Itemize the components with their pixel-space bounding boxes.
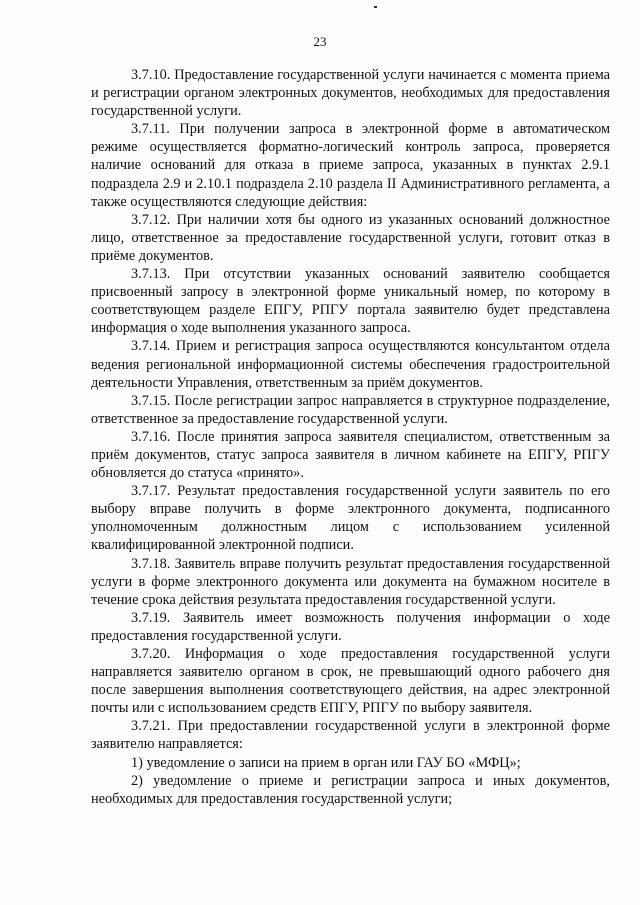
list-item-1: 1) уведомление о записи на прием в орган или ГАУ БО «МФЦ»; xyxy=(131,754,521,771)
paragraph-3-7-15: 3.7.15. После регистрации запрос направляется в структурное подразделение, ответственное за предоставление государственной услуги. xyxy=(91,392,610,427)
paragraph-3-7-21: 3.7.21. При предоставлении государственной услуги в электронной форме заявителю направляется: xyxy=(91,718,610,753)
page-number: 23 xyxy=(313,34,327,49)
list-item-2: 2) уведомление о приеме и регистрации запроса и иных документов, необходимых для предоставления государственной услуги; xyxy=(91,772,610,807)
paragraph-3-7-16: 3.7.16. После принятия запроса заявителя специалистом, ответственным за приём документов, статус запроса заявителя в личном кабинете на ЕПГУ, РПГУ обновляется до статуса «принято». xyxy=(91,428,610,482)
paragraph-3-7-11: 3.7.11. При получении запроса в электронной форме в автоматическом режиме осуществляется форматно-логический контроль запроса, проверяется наличие оснований для отказа в приеме запроса, указанных в пунктах 2.9.1 подраздела 2.9 и 2.10.1 подраздела 2.10 раздела II Административного регламента, а также осуществляются следующие действия: xyxy=(91,121,610,210)
document-body xyxy=(91,66,610,808)
paragraph-3-7-20: 3.7.20. Информация о ходе предоставления государственной услуги направляется заявителю органом в срок, не превышающий одного рабочего дня после завершения выполнения соответствующего действия, на адрес электронной почты или с использованием средств ЕПГУ, РПГУ по выбору заявителя. xyxy=(91,646,610,717)
paragraph-3-7-18: 3.7.18. Заявитель вправе получить результат предоставления государственной услуги в форме электронного документа или документа на бумажном носителе в течение срока действия результата предоставления государственной услуги. xyxy=(91,555,610,608)
paragraph-3-7-14: 3.7.14. Прием и регистрация запроса осуществляются консультантом отдела ведения региональной информационной системы обеспечения градостроительной деятельности Управления, ответственным за приём документов. xyxy=(91,338,610,391)
scan-mark xyxy=(374,6,377,8)
paragraph-3-7-13: 3.7.13. При отсутствии указанных оснований заявителю сообщается присвоенный запросу в электронной форме уникальный номер, по которому в соответствующем разделе ЕПГУ, РПГУ портала заявителю будет представлена информация о ходе выполнения указанного запроса. xyxy=(91,266,610,337)
paragraph-3-7-12: 3.7.12. При наличии хотя бы одного из указанных оснований должностное лицо, ответственное за предоставление государственной услуги, готовит отказ в приёме документов. xyxy=(91,211,610,264)
paragraph-3-7-10: 3.7.10. Предоставление государственной услуги начинается с момента приема и регистрации органом электронных документов, необходимых для предоставления государственной услуги. xyxy=(91,67,610,120)
paragraph-3-7-19: 3.7.19. Заявитель имеет возможность получения информации о ходе предоставления государственной услуги. xyxy=(91,609,610,644)
paragraph-3-7-17: 3.7.17. Результат предоставления государственной услуги заявитель по его выбору вправе получить в форме электронного документа, подписанного уполномоченным должностным лицом с использованием усиленной квалифицированной электронной подписи. xyxy=(91,483,610,554)
